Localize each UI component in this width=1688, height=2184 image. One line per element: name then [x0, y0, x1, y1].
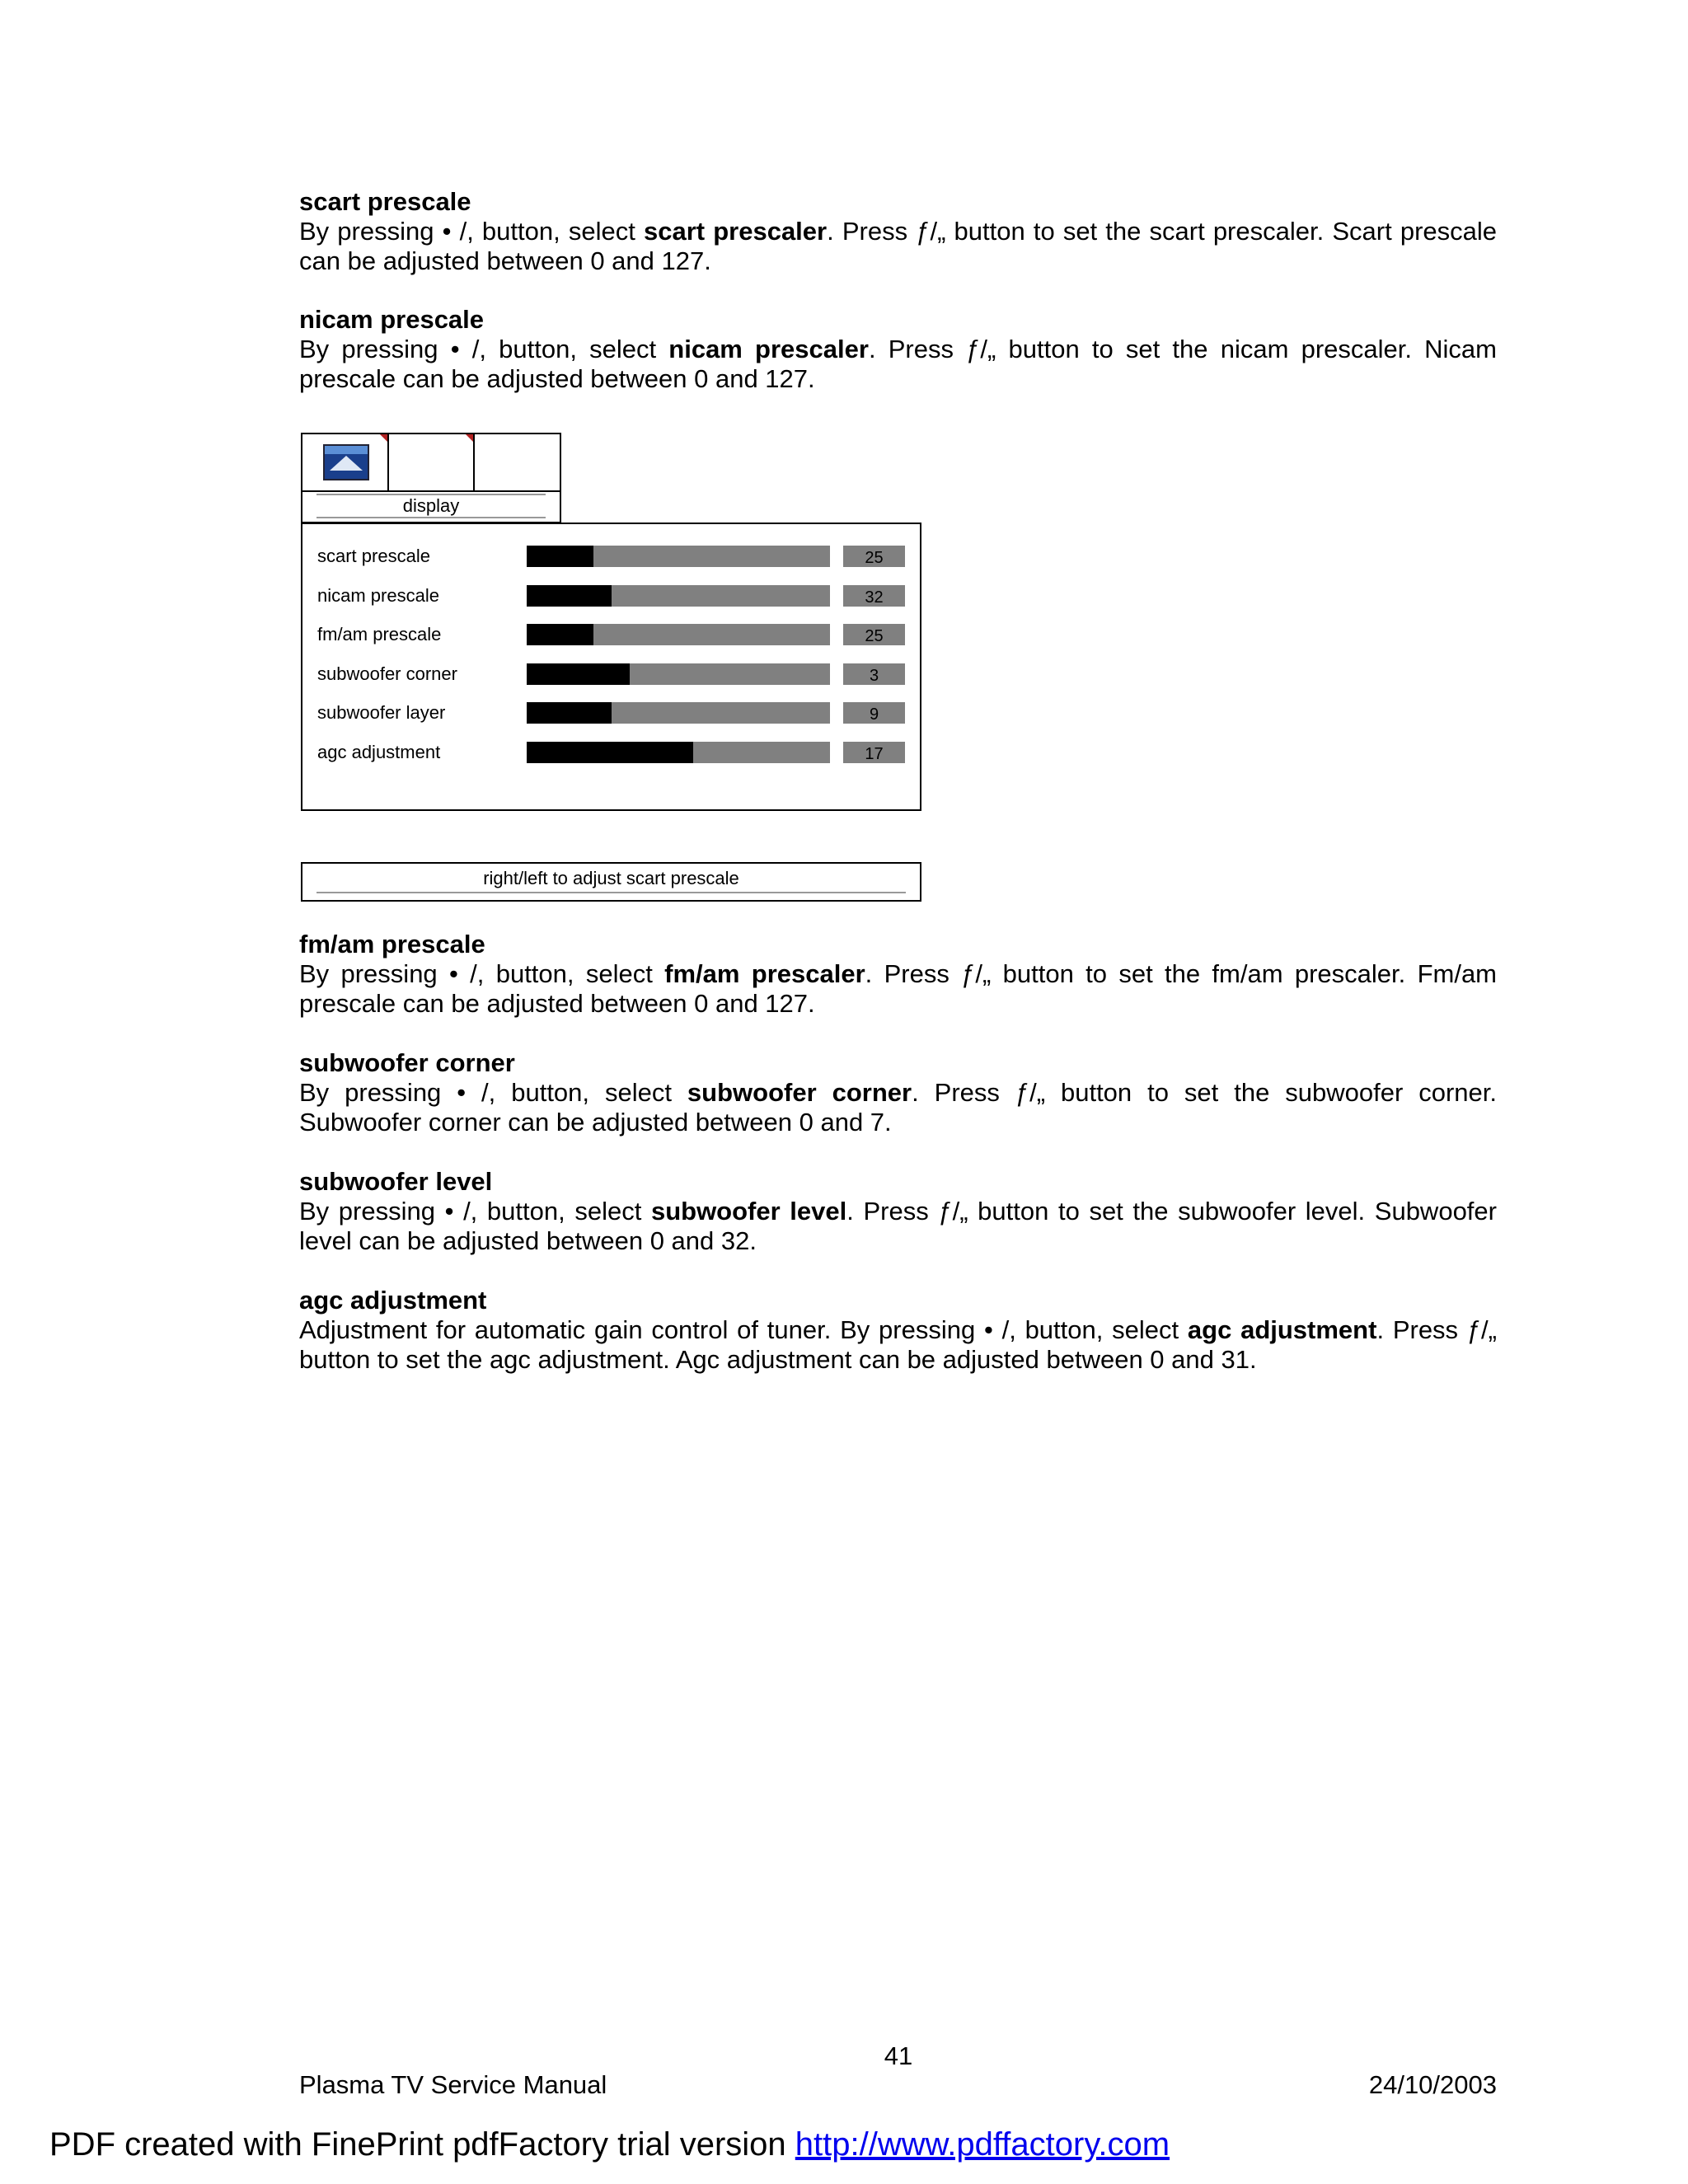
section-body: By pressing • /, button, select scart prescaler. Press ƒ/„ button to set the scart prescaler. Scart prescale can be adjusted between 0 and 127. — [299, 217, 1497, 275]
trial-watermark — [49, 2125, 1170, 2164]
menu-row-value: 32 — [843, 585, 905, 607]
footer-date: 24/10/2003 — [1368, 2070, 1497, 2099]
tab-marker-icon — [380, 434, 387, 442]
pdffactory-link[interactable]: http://www.pdffactory.com — [795, 2126, 1170, 2163]
level-slider-fill — [527, 742, 693, 763]
level-slider[interactable] — [527, 702, 830, 724]
menu-row-value: 17 — [843, 742, 905, 763]
divider — [316, 517, 546, 518]
divider — [316, 892, 906, 893]
level-slider[interactable] — [527, 585, 830, 607]
section-heading: subwoofer level — [299, 1167, 493, 1196]
section-body: By pressing • /, button, select nicam prescaler. Press ƒ/„ button to set the nicam prescaler. Nicam prescale can be adjusted between 0 and 127. — [299, 335, 1497, 393]
menu-tab-2[interactable] — [389, 434, 476, 490]
level-slider[interactable] — [527, 663, 830, 685]
section-agc-adjustment — [299, 1286, 1497, 1375]
menu-row-value: 25 — [843, 546, 905, 567]
menu-row[interactable] — [302, 701, 920, 725]
tab-marker-icon — [466, 434, 473, 442]
level-slider[interactable] — [527, 546, 830, 567]
section-body: By pressing • /, button, select subwoofer level. Press ƒ/„ button to set the subwoofer level. Subwoofer level can be adjusted between 0 and 32. — [299, 1197, 1497, 1255]
menu-row-label: subwoofer corner — [317, 663, 457, 684]
section-heading: fm/am prescale — [299, 930, 485, 958]
tv-picture-icon — [323, 444, 369, 480]
level-slider-fill — [527, 702, 612, 724]
hint-text: right/left to adjust scart prescale — [483, 868, 739, 888]
menu-title — [301, 489, 561, 523]
level-slider-fill — [527, 585, 612, 607]
menu-row[interactable] — [302, 583, 920, 608]
menu-tab-picture[interactable] — [302, 434, 389, 490]
menu-row-label: fm/am prescale — [317, 624, 442, 644]
section-heading: agc adjustment — [299, 1286, 487, 1315]
menu-tab-strip — [301, 433, 561, 492]
menu-row-value: 9 — [843, 702, 905, 724]
settings-panel — [301, 523, 921, 811]
section-fmam-prescale — [299, 930, 1497, 1019]
page-number: 41 — [884, 2041, 913, 2070]
section-body: Adjustment for automatic gain control of tuner. By pressing • /, button, select agc adjustment. Press ƒ/„ button to set the agc adjustment. Agc adjustment can be adjusted between 0 and 31. — [299, 1315, 1497, 1374]
menu-row-label: subwoofer layer — [317, 702, 446, 723]
level-slider-fill — [527, 546, 593, 567]
footer-title: Plasma TV Service Manual — [299, 2070, 607, 2099]
menu-tab-3[interactable] — [475, 434, 560, 490]
level-slider-fill — [527, 624, 593, 645]
section-heading: nicam prescale — [299, 305, 485, 334]
section-heading: subwoofer corner — [299, 1048, 515, 1077]
section-subwoofer-level — [299, 1167, 1497, 1256]
section-heading: scart prescale — [299, 187, 471, 216]
section-scart-prescale — [299, 187, 1497, 276]
menu-row-value: 3 — [843, 663, 905, 685]
menu-row[interactable] — [302, 662, 920, 687]
section-subwoofer-corner — [299, 1048, 1497, 1137]
menu-row[interactable] — [302, 622, 920, 647]
menu-row[interactable] — [302, 544, 920, 569]
menu-row-label: nicam prescale — [317, 584, 439, 606]
trial-text: PDF created with FinePrint pdfFactory trial version — [49, 2126, 795, 2163]
level-slider-fill — [527, 663, 630, 685]
menu-hint-bar — [301, 862, 921, 902]
menu-row-label: agc adjustment — [317, 741, 441, 762]
level-slider[interactable] — [527, 742, 830, 763]
menu-row-label: scart prescale — [317, 546, 430, 566]
level-slider[interactable] — [527, 624, 830, 645]
section-body: By pressing • /, button, select fm/am prescaler. Press ƒ/„ button to set the fm/am prescaler. Fm/am prescale can be adjusted between 0 and 127. — [299, 959, 1498, 1018]
section-nicam-prescale — [299, 305, 1497, 394]
menu-row-value: 25 — [843, 624, 905, 645]
menu-title-text: display — [402, 495, 460, 516]
menu-row[interactable] — [302, 740, 920, 765]
section-body: By pressing • /, button, select subwoofer corner. Press ƒ/„ button to set the subwoofer corner. Subwoofer corner can be adjusted between 0 and 7. — [299, 1078, 1498, 1137]
